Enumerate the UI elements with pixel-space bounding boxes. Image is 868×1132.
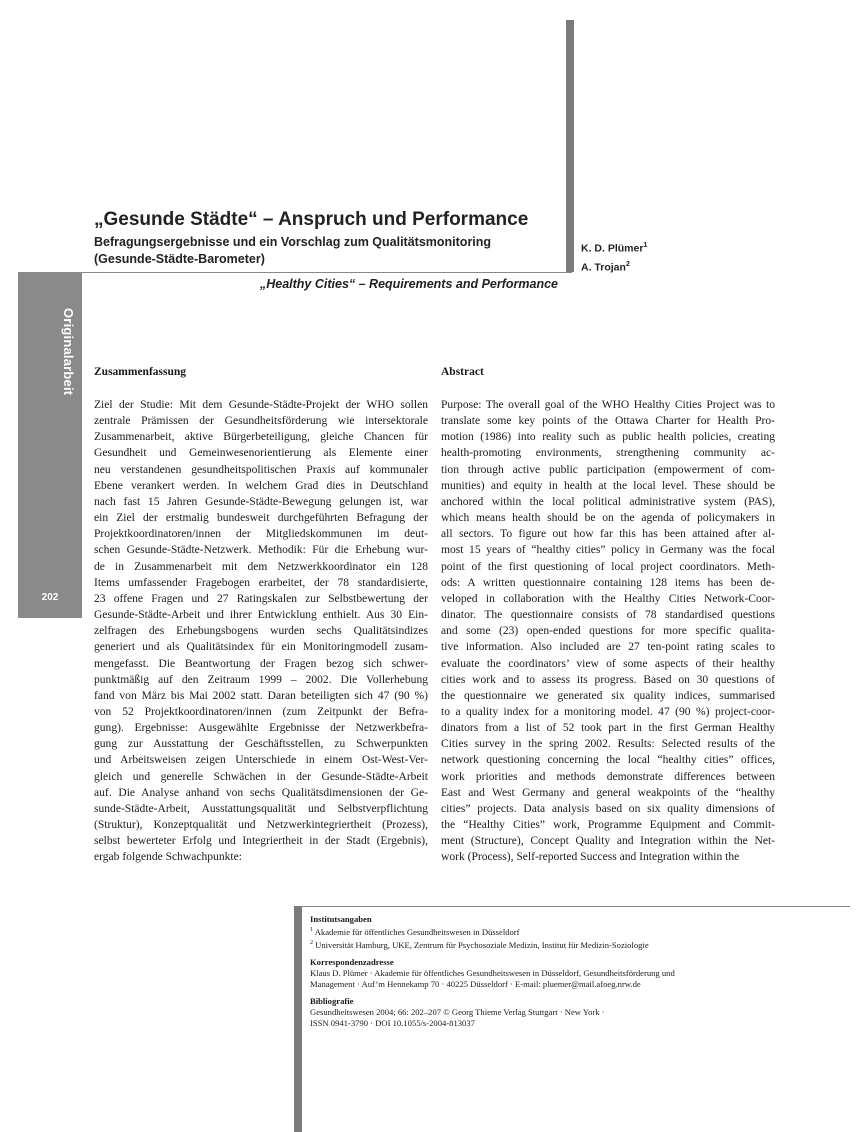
text-line: neu verstandenen gesundheitspolitischen Praxis auf kommunaler [94,463,428,476]
text-line: Ziel der Studie: Mit dem Gesunde-Städte-Projekt der WHO sollen [94,399,428,411]
text-line: Gesundheit und Gemeinwesenorientierung als Elemente einer [94,447,428,460]
text-line: zentrale Prämissen der Gesundheitsförderung wie intersektorale [94,415,428,428]
text-line: the “Healthy Cities” work, Programme Equipment and Commit- [441,819,775,832]
text-line: zelfragen des Erhebungsbogens wurden sechs Qualitätsindizes [94,625,428,638]
correspondence-line: Management · Auf’m Hennekamp 70 · 40225 Düsseldorf · E-mail: pluemer@mail.afoeg.nrw.de [310,978,641,989]
text-line: dinator. The questionnaire consists of 78 standardised questions [441,609,775,622]
author-list [581,238,647,275]
text-line: East and West Germany and general weakpoints of the “healthy [441,786,775,799]
institution-block [310,914,850,951]
text-line: anchored within the local political administrative system (PAS), [441,495,775,508]
text-line: to a quality index for a monitoring model. 47 (90 %) project-coor- [441,705,775,718]
institution-mark: 1 [310,927,313,933]
institution-name: Universität Hamburg, UKE, Zentrum für Psychosoziale Medizin, Institut für Medizin-Soziologie [315,939,649,950]
vertical-rule-top [566,20,574,272]
abstract-body [441,397,775,866]
text-line: all sectors. To figure out how far this has been attained after al- [441,528,775,541]
subtitle-line: (Gesunde-Städte-Barometer) [94,252,265,266]
text-line: tion through active public participation (empowerment of com- [441,463,775,476]
text-line: evaluate the coordinators’ view of some aspects of their healthy [441,657,775,670]
german-summary-column [94,364,428,866]
text-line: tive information. Also included are 27 ten-point rating scales to [441,641,775,654]
article-subtitle [94,234,564,268]
text-line: translate some key points of the Ottawa Charter for Health Pro- [441,415,775,428]
text-line: mengefasst. Die Beantwortung der Fragen bezog sich schwer- [94,657,428,670]
text-line: nach fast 15 Jahren Gesunde-Städte-Bewegung gelungen ist, war [94,495,428,508]
text-line: the questionnaire we generated six quality indices, summarised [441,689,775,702]
text-line: (Struktur), Konzeptqualität und Netzwerkintegriertheit (Prozess), [94,819,428,832]
bibliography-block [310,996,850,1029]
text-line: fand von März bis Mai 2002 statt. Daran beteiligten sich 47 (90 %) [94,689,428,702]
article-title: „Gesunde Städte“ – Anspruch und Performance [94,209,529,230]
summary-heading: Zusammenfassung [94,366,187,378]
text-line: health-promoting environments, strengthening community ac- [441,447,775,460]
bibliography-line: Gesundheitswesen 2004; 66: 202–207 © Georg Thieme Verlag Stuttgart · New York · [310,1006,605,1017]
text-line: cities” projects. Data analysis based on six quality dimensions of [441,802,775,815]
text-line: motion (1986) into reality such as public health policies, creating [441,431,775,444]
correspondence-heading: Korrespondenzadresse [310,956,394,967]
author [581,238,647,257]
subtitle-line: Befragungsergebnisse und ein Vorschlag zum Qualitätsmonitoring [94,235,492,249]
text-line: ergab folgende Schwachpunkte: [94,851,242,864]
text-line: work (Process), Self-reported Success and Integration within the [441,851,740,864]
abstract-heading: Abstract [441,366,484,378]
text-line: sunde-Städte-Arbeit, Ausstattungsqualität und Selbstverpflichtung [94,802,428,815]
text-line: Projektkoordinatoren/innen der Mitgliedskommunen im deut- [94,528,428,541]
section-sidebar [18,272,82,618]
text-line: most 15 years of “healthy cities” policy in Germany was the focal [441,544,775,557]
text-line: point of the first questioning of local project coordinators. Meth- [441,560,775,573]
text-line: Ebene verankert werden. In welchem Grad dies in Deutschland [94,479,428,492]
text-line: ein Ziel der erstmalig bundesweit durchgeführten Befragung der [94,512,428,525]
text-line: gung zur Ausstattung der Geschäftsstellen, zu Schwerpunkten [94,738,428,751]
text-line: gung). Ergebnisse: Ausgewählte Ergebnisse der Netzwerkbefra- [94,722,428,735]
author-name: K. D. Plümer [581,242,644,255]
text-line: ment (Structure), Concept Quality and Integration within the Net- [441,835,775,848]
text-line: Items umfassender Fragebogen erarbeitet, der 78 standardisierte, [94,576,428,589]
bibliography-line: ISSN 0941-3790 · DOI 10.1055/s-2004-813037 [310,1017,475,1028]
text-line: schen Gesunde-Städte-Netzwerk. Methodik: Für die Erhebung wur- [94,544,428,557]
text-line: Zusammenarbeit, aktive Bürgerbeteiligung, gleiche Chancen für [94,431,428,444]
text-line: which means health should be on the agenda of policymakers in [441,512,775,525]
text-line: Gesunde-Städte-Arbeit und ihrer Entwicklung enthielt. Aus 30 Ein- [94,609,428,622]
correspondence-block [310,957,850,990]
english-abstract-column [441,364,775,866]
text-line: Cities survey in the spring 2002. Results: Selected results of the [441,738,775,751]
text-line: veloped in collaboration with the Healthy Cities Network-Coor- [441,592,775,605]
text-line: ods: A written questionnaire containing 128 items has been de- [441,576,775,589]
vertical-rule-bottom [294,906,302,1132]
correspondence-line: Klaus D. Plümer · Akademie für öffentliches Gesundheitswesen in Düsseldorf, Gesundheitsförderung und [310,967,675,978]
text-line: und Arbeitsweisen zeigen Unterschiede in einem Ost-West-Ver- [94,754,428,767]
institution-item [310,938,850,951]
text-line: cities work and to assess its progress. Based on 30 questions of [441,673,775,686]
text-line: auf. Die Analyse anhand von sechs Qualitätsdimensionen der Ge- [94,786,428,799]
text-line: 23 offene Fragen und 27 Ratingskalen zur Selbstbewertung der [94,592,428,605]
author [581,257,647,276]
text-line: selbst bewerteter Erfolg und Integriertheit in der Stadt (Ergebnis), [94,835,428,848]
author-affiliation-mark: 2 [625,260,630,268]
title-underline [82,272,572,273]
text-line: dinators from a list of 52 took part in the first German Healthy [441,722,775,735]
institution-mark: 2 [310,939,313,946]
text-line: von 52 Projektkoordinatoren/innen (zum Zeitpunkt der Befra- [94,705,428,718]
text-line: Purpose: The overall goal of the WHO Healthy Cities Project was to [441,399,775,411]
institution-heading: Institutsangaben [310,914,372,924]
affiliation-box [310,914,850,1035]
text-line: munities) and equity in health at the local level. These should be [441,479,775,492]
bibliography-heading: Bibliografie [310,995,354,1006]
text-line: and some (23) open-ended questions for more specific qualita- [441,625,775,638]
text-line: gleich und generelle Schwächen in der Gesunde-Städte-Arbeit [94,770,428,783]
page-number: 202 [41,592,59,603]
english-title: „Healthy Cities“ – Requirements and Performance [259,277,558,291]
text-line: punktmäßig auf den Zeitraum 1999 – 2002. Die Vollerhebung [94,673,428,686]
text-line: generiert und als Qualitätsindex für ein Monitoringmodell zusam- [94,641,428,654]
text-line: work priorities and methods demonstrate differences between [441,770,775,783]
author-name: A. Trojan [581,261,626,273]
institution-name: Akademie für öffentliches Gesundheitswesen in Düsseldorf [314,926,520,937]
institution-item [310,925,850,938]
text-line: de in Zusammenarbeit mit dem Netzwerkkoordinator ein 128 [94,560,428,573]
section-label: Originalarbeit [61,308,76,396]
author-affiliation-mark: 1 [643,242,648,249]
text-line: network questioning concerning the local “healthy cities” offices, [441,754,775,767]
summary-body [94,397,428,866]
affiliation-top-rule [302,906,850,907]
